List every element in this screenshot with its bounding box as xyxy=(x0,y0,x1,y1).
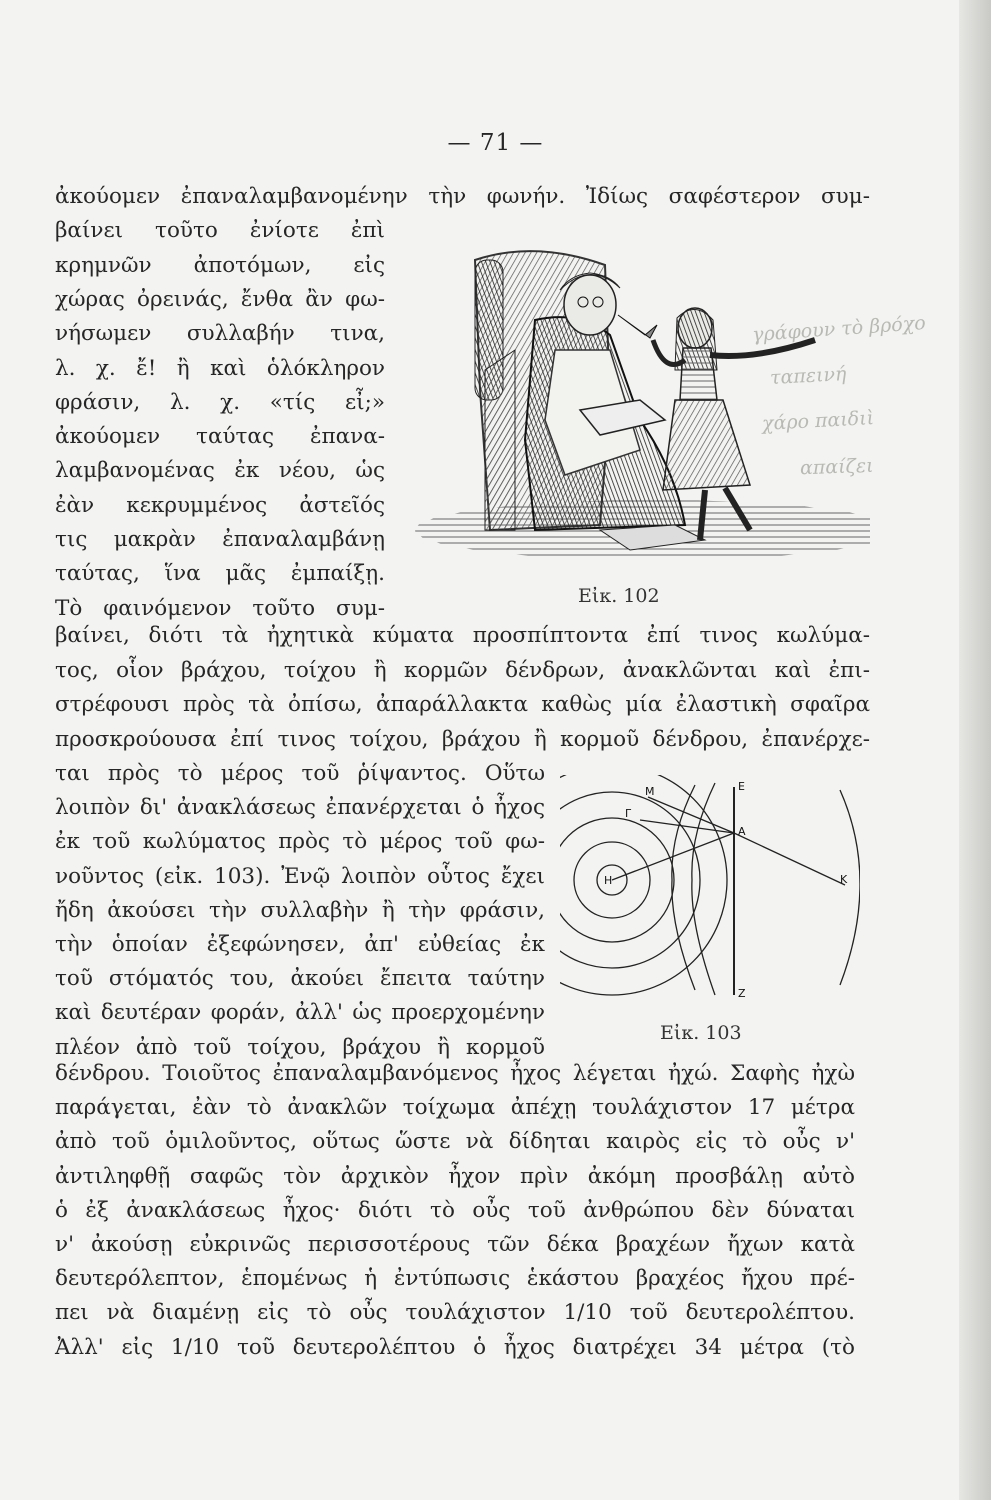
text-line: ἀπὸ τοῦ ὁμιλοῦντος, οὕτως ὥστε νὰ δίδηται καιρὸς εἰς τὸ οὖς ν' xyxy=(55,1129,855,1155)
text-line: ἐὰν κεκρυμμένος ἀστεῖός xyxy=(55,492,385,518)
text-line: λαμβανομένας ἐκ νέου, ὡς xyxy=(55,458,385,484)
text-line: λοιπὸν δι' ἀνακλάσεως ἐπανέρχεται ὁ ἦχος xyxy=(55,795,545,821)
marginalia-line: ταπεινή xyxy=(769,363,847,389)
text-line: τις μακρὰν ἐπαναλαμβάνῃ xyxy=(55,527,385,552)
text-line: Ἀλλ' εἰς 1/10 τοῦ δευτερολέπτου ὁ ἦχος διατρέχει 34 μέτρα (τὸ xyxy=(55,1334,855,1360)
marginalia-line: χάρο παιδιὶ xyxy=(761,407,875,435)
text-line: λ. χ. ἔ! ἢ καὶ ὁλόκληρον xyxy=(55,355,385,381)
marginalia-line: απαίζει xyxy=(799,454,874,480)
text-line: πει νὰ διαμένῃ εἰς τὸ οὖς τουλάχιστον 1/10 τοῦ δευτερολέπτου. xyxy=(55,1300,855,1326)
label-z: Z xyxy=(738,987,746,1000)
text-line: τοῦ στόματός του, ἀκούει ἔπειτα ταύτην xyxy=(55,966,545,992)
text-line: ἀκούομεν ἐπαναλαμβανομένην τὴν φωνήν. Ἰδίως σαφέστερον συμ- xyxy=(55,184,870,209)
text-line: βαίνει, διότι τὰ ἠχητικὰ κύματα προσπίπτοντα ἐπί τινος κωλύμα- xyxy=(55,623,870,648)
label-m: M xyxy=(645,785,655,798)
label-a: Α xyxy=(738,825,746,838)
text-line: κρημνῶν ἀποτόμων, εἰς xyxy=(55,252,385,278)
text-line: στρέφουσι πρὸς τὰ ὀπίσω, ἀπαράλλακτα καθὼς μία ἐλαστικὴ σφαῖρα xyxy=(55,692,870,717)
text-line: φράσιν, λ. χ. «τίς εἶ;» xyxy=(55,389,385,415)
text-line: καὶ δευτέραν φοράν, ἀλλ' ὡς προερχομένην xyxy=(55,1000,545,1026)
page-number: — 71 — xyxy=(447,130,544,156)
text-line: νήσωμεν συλλαβήν τινα, xyxy=(55,321,385,347)
label-k: K xyxy=(840,873,848,886)
text-line: ὁ ἐξ ἀνακλάσεως ἦχος· διότι τὸ οὖς τοῦ ἀνθρώπου δὲν δύναται xyxy=(55,1197,855,1223)
label-g: Γ xyxy=(625,807,632,820)
text-line: ἀκούομεν ταύτας ἐπανα- xyxy=(55,424,385,450)
text-line: Τὸ φαινόμενον τοῦτο συμ- xyxy=(55,595,385,621)
text-line: ταύτας, ἵνα μᾶς ἐμπαίξῃ. xyxy=(55,561,385,587)
text-line: δένδρου. Τοιοῦτος ἐπαναλαμβανόμενος ἦχος λέγεται ἠχώ. Σαφὴς ἠχὼ xyxy=(55,1061,855,1086)
text-line: ν' ἀκούσῃ εὐκρινῶς περισσοτέρους τῶν δέκα βραχέων ἤχων κατὰ xyxy=(55,1232,855,1257)
marginalia-line: γράφουν τὸ βρόχο xyxy=(751,311,927,347)
text-line: βαίνει τοῦτο ἐνίοτε ἐπὶ xyxy=(55,218,385,244)
figure-102-engraving xyxy=(405,240,870,575)
text-line: τὴν ὁποίαν ἐξεφώνησεν, ἀπ' εὐθείας ἐκ xyxy=(55,932,545,957)
label-e: E xyxy=(738,780,745,793)
text-line: παράγεται, ἐὰν τὸ ἀνακλῶν τοίχωμα ἀπέχῃ τουλάχιστον 17 μέτρα xyxy=(55,1095,855,1121)
text-line: ἀντιληφθῇ σαφῶς τὸν ἀρχικὸν ἦχον πρὶν ἀκόμη προσβάλῃ αὐτὸ xyxy=(55,1163,855,1189)
text-line: προσκρούουσα ἐπί τινος τοίχου, βράχου ἢ κορμοῦ δένδρου, ἐπανέρχε- xyxy=(55,726,870,752)
figure-102-caption: Εἰκ. 102 xyxy=(578,585,660,607)
text-line: ἤδη ἀκούσει τὴν συλλαβὴν ἢ τὴν φράσιν, xyxy=(55,897,545,923)
text-line: ἐκ τοῦ κωλύματος πρὸς τὸ μέρος τοῦ φω- xyxy=(55,829,545,855)
text-line: ται πρὸς τὸ μέρος τοῦ ῥίψαντος. Οὕτω xyxy=(55,761,545,786)
text-line: δευτερόλεπτον, ἑπομένως ἡ ἐντύπωσις ἑκάστου βραχέος ἤχου πρέ- xyxy=(55,1266,855,1292)
text-line: νοῦντος (εἰκ. 103). Ἐνῷ λοιπὸν οὗτος ἔχει xyxy=(55,863,545,889)
figure-103-diagram xyxy=(560,775,860,1015)
label-h: H xyxy=(604,874,613,887)
text-line: πλέον ἀπὸ τοῦ τοίχου, βράχου ἢ κορμοῦ xyxy=(55,1034,545,1060)
text-line: χώρας ὀρεινάς, ἔνθα ἂν φω- xyxy=(55,286,385,312)
page-edge xyxy=(959,0,991,1500)
text-line: τος, οἷον βράχου, τοίχου ἢ κορμῶν δένδρων, ἀνακλῶνται καὶ ἐπι- xyxy=(55,657,870,683)
figure-103-caption: Εἰκ. 103 xyxy=(660,1022,742,1044)
